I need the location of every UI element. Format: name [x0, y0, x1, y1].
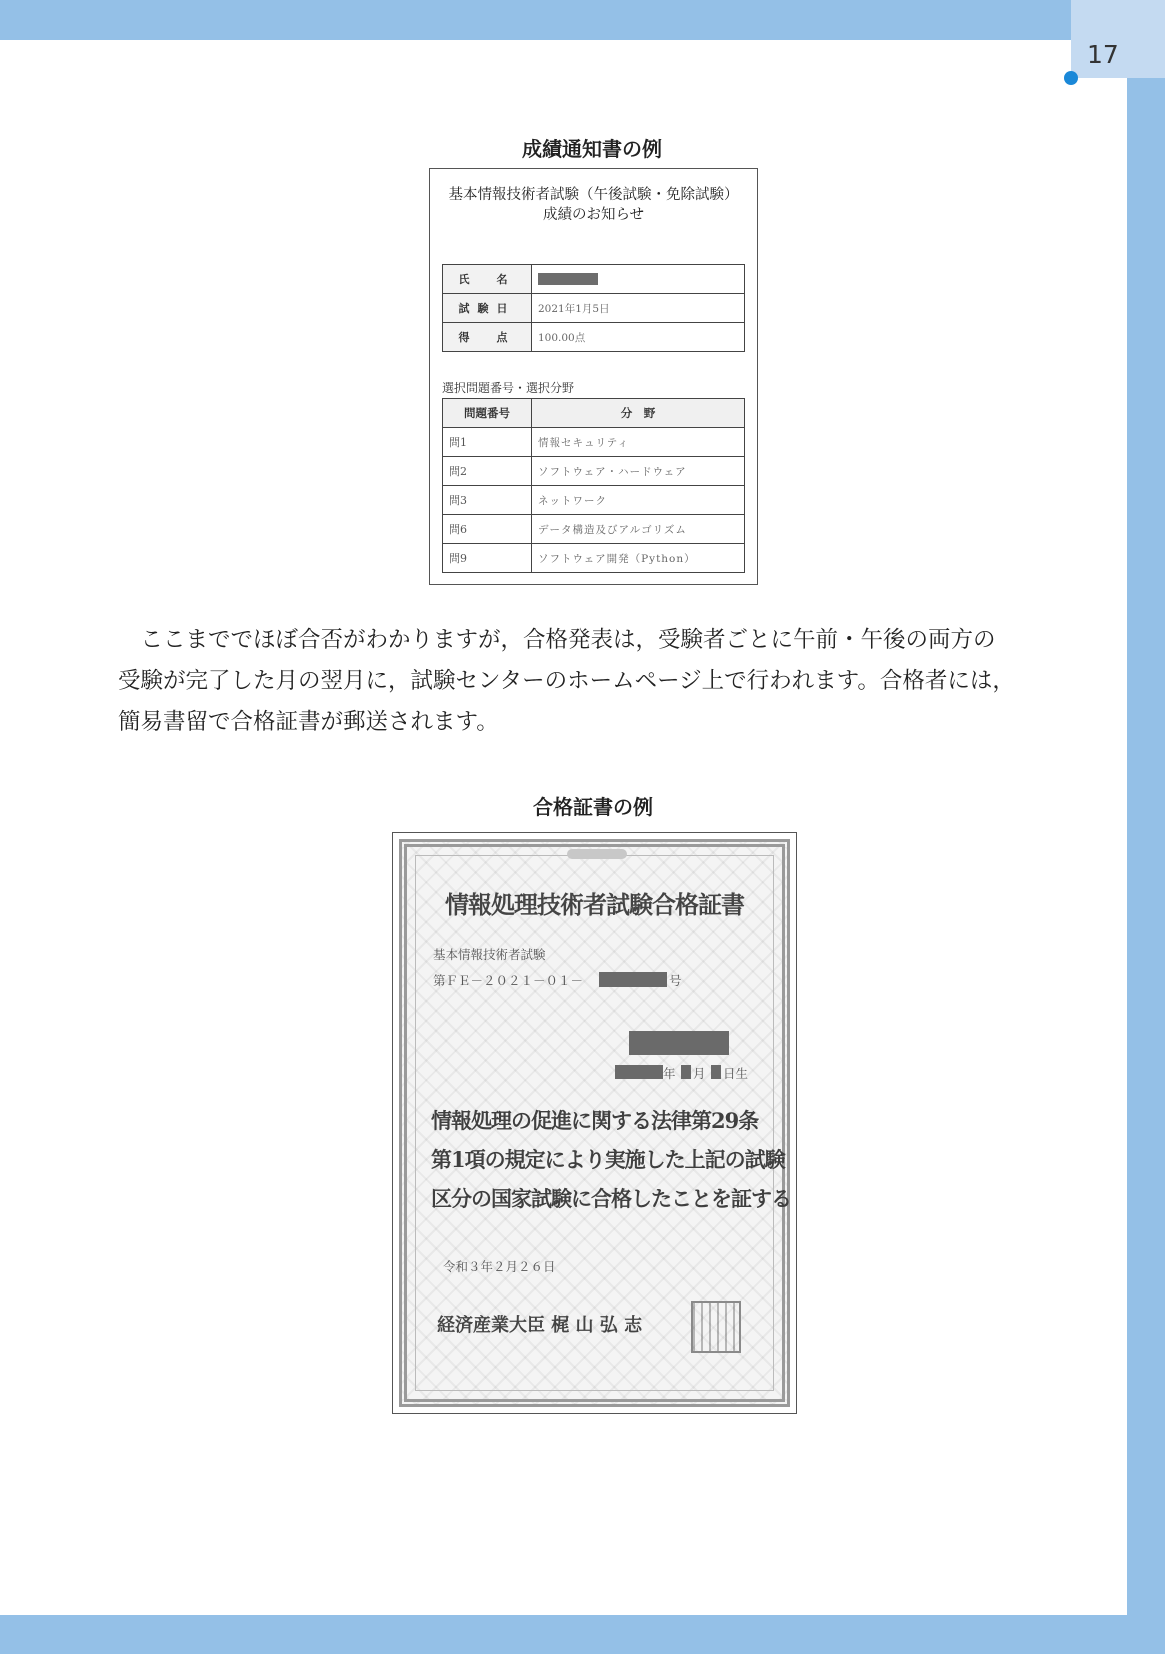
- question-field: 情報セキュリティ: [532, 428, 745, 457]
- question-no: 問3: [443, 486, 532, 515]
- table-row: [443, 515, 745, 544]
- paragraph-line: 受験が完了した月の翌月に，試験センターのホームページ上で行われます。合格者には，: [118, 668, 1015, 694]
- table-row: [443, 428, 745, 457]
- report-caption: 成績通知書の例: [522, 137, 662, 161]
- report-value-name: [532, 265, 745, 294]
- certificate-body: [431, 1101, 791, 1218]
- selection-table: [442, 398, 745, 573]
- certificate-date: 令和３年２月２６日: [443, 1259, 556, 1274]
- question-no: 問1: [443, 428, 532, 457]
- report-info-table: [442, 264, 745, 352]
- body-paragraph: [118, 620, 1078, 743]
- bottom-band: [0, 1615, 1165, 1654]
- right-band: [1127, 0, 1165, 1654]
- page-number: 17: [1087, 40, 1119, 69]
- question-no: 問6: [443, 515, 532, 544]
- question-field: ソフトウェア開発（Python）: [532, 544, 745, 573]
- question-no: 問9: [443, 544, 532, 573]
- certificate-body-line: 情報処理の促進に関する法律第29条: [431, 1108, 759, 1133]
- birth-year-label: 年: [663, 1066, 676, 1081]
- certificate-title: 情報処理技術者試験合格証書: [445, 890, 744, 919]
- certificate-signatory: 経済産業大臣 梶 山 弘 志: [437, 1315, 643, 1336]
- cert-caption: 合格証書の例: [533, 795, 653, 819]
- question-no: 問2: [443, 457, 532, 486]
- question-field: データ構造及びアルゴリズム: [532, 515, 745, 544]
- redaction-bar: [711, 1065, 721, 1079]
- page-marker-dot: [1064, 71, 1078, 85]
- table-row: [443, 294, 745, 323]
- redaction-bar: [681, 1065, 691, 1079]
- certificate-body-line: 第1項の規定により実施した上記の試験: [431, 1147, 785, 1172]
- question-field: ネットワーク: [532, 486, 745, 515]
- official-seal-icon: [691, 1301, 741, 1353]
- question-field: ソフトウェア・ハードウェア: [532, 457, 745, 486]
- report-title-line1: 基本情報技術者試験（午後試験・免除試験）: [448, 187, 739, 203]
- report-title-line2: 成績のお知らせ: [542, 207, 645, 223]
- table-header-row: [443, 399, 745, 428]
- table-row: [443, 323, 745, 352]
- report-value-date: 2021年1月5日: [532, 294, 745, 323]
- certificate-exam-name: 基本情報技術者試験: [433, 947, 546, 962]
- ornament-icon: [567, 849, 627, 859]
- certificate-body-line: 区分の国家試験に合格したことを証する: [431, 1186, 791, 1211]
- birth-month-label: 月: [693, 1066, 706, 1081]
- report-label-score: 得 点: [443, 323, 532, 352]
- header-question-no: 問題番号: [443, 399, 532, 428]
- paragraph-line: ここまででほぼ合否がわかりますが，合格発表は，受験者ごとに午前・午後の両方の: [118, 627, 996, 653]
- certificate-number-suffix: 号: [669, 973, 682, 988]
- redaction-bar: [615, 1065, 663, 1079]
- report-label-date: 試験日: [443, 294, 532, 323]
- certificate-number-prefix: 第ＦＥ－２０２１－０１－: [433, 973, 584, 988]
- report-label-name: 氏 名: [443, 265, 532, 294]
- table-row: [443, 265, 745, 294]
- table-row: [443, 486, 745, 515]
- top-band: [0, 0, 1165, 40]
- certificate: [392, 832, 797, 1414]
- birth-day-label: 日生: [723, 1066, 749, 1081]
- paragraph-line: 簡易書留で合格証書が郵送されます。: [118, 709, 499, 735]
- redaction-bar: [599, 972, 667, 987]
- score-report: [429, 168, 758, 585]
- redaction-bar: [629, 1031, 729, 1055]
- header-field: 分 野: [532, 399, 745, 428]
- selection-label: 選択問題番号・選択分野: [442, 381, 575, 395]
- table-row: [443, 457, 745, 486]
- redaction-bar: [538, 273, 598, 285]
- table-row: [443, 544, 745, 573]
- report-value-score: 100.00点: [532, 323, 745, 352]
